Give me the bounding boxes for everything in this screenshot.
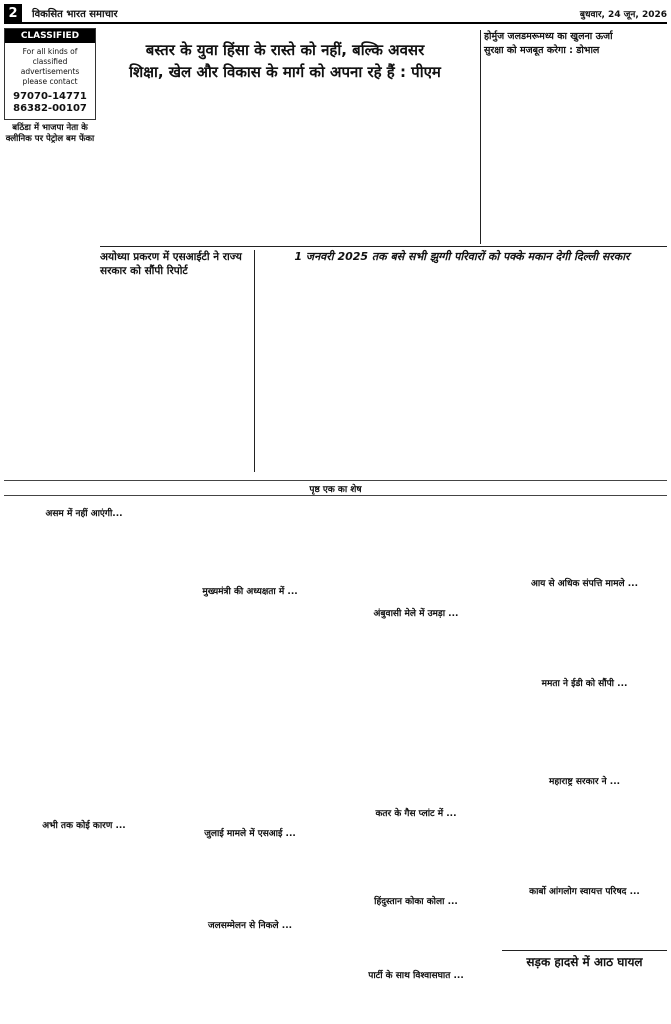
section-title: पृष्ठ एक का शेष [299, 482, 371, 495]
continued-b1-title: मुख्यमंत्री की अध्यक्षता में ... [202, 587, 298, 597]
horizontal-rule [502, 950, 667, 951]
lead-col-5 [404, 92, 476, 242]
classified-box [4, 28, 96, 120]
continued-c4-text [336, 982, 496, 1020]
continued-c1-title: अंबुवासी मेले में उमड़ा ... [373, 609, 459, 619]
continued-c4-title: पार्टी के साथ विश्वासघात ... [368, 971, 464, 981]
continued-d3-text [502, 788, 667, 880]
continued-c2-title: कतर के गैस प्लांट में ... [375, 809, 457, 819]
continued-a1-title: असम में नहीं आएंगी... [45, 509, 123, 519]
continued-a1-text [4, 520, 164, 812]
continued-d3-title: महाराष्ट्र सरकार ने ... [548, 777, 621, 787]
right-top-headline-line1: होर्मुज जलडमरूमध्य का खुलना ऊर्जा [484, 31, 613, 42]
lead-headline-line1: बस्तर के युवा हिंसा के रास्ते को नहीं, बल्कि अवसर [145, 41, 425, 59]
continued-c3-title: हिंदुस्तान कोका कोला ... [374, 897, 458, 907]
classified-phone-2[interactable]: 86382-00107 [13, 103, 87, 114]
column-divider [480, 30, 481, 244]
classified-body: For all kinds of classified advertisements please contact [20, 47, 80, 86]
continued-b0-text [170, 506, 330, 580]
lead-col-4 [328, 92, 400, 242]
masthead-bar [4, 4, 667, 24]
continued-section-header [4, 480, 667, 496]
delhi-col-4 [564, 270, 666, 472]
delhi-col-3 [462, 270, 560, 472]
road-accident-headline: सड़क हादसे में आठ घायल [526, 955, 643, 969]
lead-col-1 [100, 92, 172, 242]
continued-b3-title: जलसम्मेलन से निकले ... [207, 921, 293, 931]
delhi-col-1 [258, 270, 356, 472]
right-top-col-2 [578, 62, 666, 242]
delhi-housing-headline: 1 जनवरी 2025 तक बसे सभी झुग्गी परिवारों को पक्के मकान देगी दिल्ली सरकार [294, 250, 630, 263]
left-story-text [4, 160, 96, 472]
continued-c2-text [336, 820, 496, 890]
continued-d2-text [502, 690, 667, 770]
lead-col-3 [252, 92, 324, 242]
continued-a2-title: अभी तक कोई कारण ... [42, 821, 126, 831]
continued-b2-title: जुलाई मामले में एसआई ... [204, 829, 296, 839]
continued-b1-text [170, 598, 330, 822]
left-story-headline: बठिंडा में भाजपा नेता के क्लीनिक पर पेट्रोल बम फेंका [5, 123, 95, 144]
horizontal-rule [100, 246, 667, 247]
lead-col-2 [176, 92, 248, 242]
continued-b3-text [170, 932, 330, 1020]
issue-date: बुधवार, 24 जून, 2026 [579, 9, 667, 20]
classified-title: CLASSIFIED [5, 29, 95, 43]
continued-d2-title: ममता ने ईडी को सौंपी ... [541, 679, 628, 689]
classified-phone-1[interactable]: 97070-14771 [13, 91, 87, 102]
continued-c3-text [336, 908, 496, 964]
lead-headline-line2: शिक्षा, खेल और विकास के मार्ग को अपना रहे हैं : पीएम [129, 63, 441, 81]
continued-a2-text [4, 832, 164, 1020]
continued-c1-text [336, 620, 496, 802]
right-top-headline-line2: सुरक्षा को मजबूत करेगा : डोभाल [484, 45, 600, 56]
ayodhya-headline: अयोध्या प्रकरण में एसआईटी ने राज्य सरकार को सौंपी रिपोर्ट [100, 251, 242, 277]
delhi-col-2 [360, 270, 458, 472]
road-accident-text [502, 974, 667, 1020]
continued-d4-text [502, 898, 667, 946]
continued-d4-title: कार्बो आंगलोग स्वायत्त परिषद ... [529, 887, 640, 897]
continued-d1-title: आय से अधिक संपत्ति मामले ... [530, 579, 639, 589]
right-top-col-1 [484, 62, 572, 242]
continued-d1-text [502, 590, 667, 672]
continued-d0-text [502, 506, 667, 572]
continued-c0-text [336, 506, 496, 602]
page-number: 2 [4, 4, 22, 22]
paper-name: विकसित भारत समाचार [32, 9, 118, 20]
ayodhya-text [100, 282, 250, 472]
continued-b2-text [170, 840, 330, 914]
column-divider [254, 250, 255, 472]
